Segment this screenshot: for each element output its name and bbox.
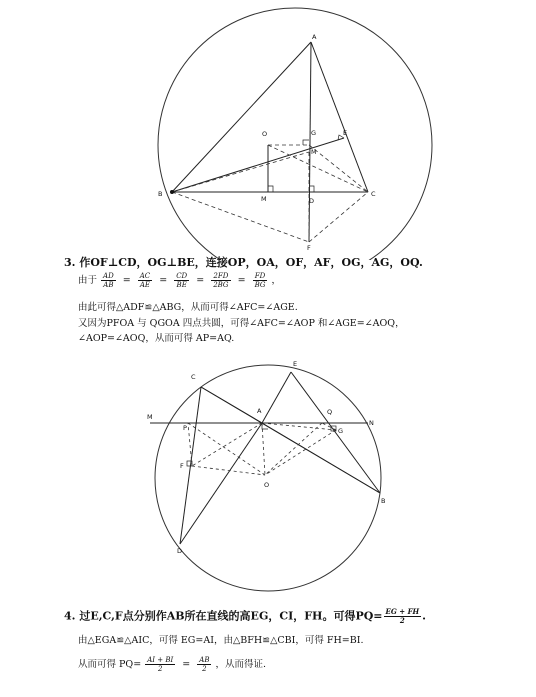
svg-text:C: C xyxy=(371,190,376,198)
svg-text:B: B xyxy=(381,497,386,505)
svg-text:F: F xyxy=(307,244,311,252)
section-3-line-4: 又因为PFOA 与 QGOA 四点共圆，可得∠AFC=∠AOP 和∠AGE=∠AOQ， xyxy=(78,318,405,329)
fraction-fd-bg: $\frac{FD}{BG}$ xyxy=(254,272,266,289)
svg-text:D: D xyxy=(309,197,315,205)
segment-AD xyxy=(180,423,262,544)
fraction-ac-ae: $\frac{AC}{AE}$ xyxy=(139,272,151,289)
section-3-heading: 3. 作OF⊥CD，OG⊥BE，连接OP，OA，OF，AF，OG，AG，OQ. xyxy=(64,256,423,269)
fraction-ai-bi: $\frac{AI + BI}{2}$ xyxy=(147,656,174,673)
svg-text:M: M xyxy=(311,148,317,156)
segment-CA xyxy=(201,387,262,423)
section-4-heading: 4. 过E,C,F点分别作AB所在直线的高EG，CI，FH。可得PQ= $\frac{EG + FH}{2}$ . xyxy=(64,607,426,625)
segment-AE xyxy=(262,372,291,423)
segment-AB xyxy=(262,423,380,493)
svg-text:A: A xyxy=(312,33,317,41)
svg-text:D: D xyxy=(177,547,183,555)
svg-text:Q: Q xyxy=(327,408,333,416)
svg-text:G: G xyxy=(338,427,344,435)
fraction-ab-2: $\frac{AB}{2}$ xyxy=(199,656,210,673)
svg-text:M: M xyxy=(147,413,153,421)
svg-text:G: G xyxy=(311,129,317,137)
section-3-ratio-line: 由于 $\frac{AD}{AB}$ = $\frac{AC}{AE}$ = $\frac{CD}{BE}$ = $\frac{2FD}{2BG}$ = $\frac{FD}{BG}$ ， xyxy=(78,272,281,289)
svg-text:O: O xyxy=(262,130,268,138)
section-4-line-2: 由△EGA≌△AIC，可得 EG=AI，由△BFH≌△CBI，可得 FH=BI. xyxy=(78,635,364,646)
svg-text:A: A xyxy=(257,407,262,415)
section-4-line-3: 从而可得 PQ= $\frac{AI + BI}{2}$ = $\frac{AB}{2}$ ，从而得证. xyxy=(78,656,267,673)
svg-text:P: P xyxy=(183,424,187,432)
svg-text:O: O xyxy=(264,481,270,489)
svg-text:N: N xyxy=(369,419,374,427)
fraction-2fd-2bg: $\frac{2FD}{2BG}$ xyxy=(213,272,229,289)
svg-text:F: F xyxy=(180,462,184,470)
segment-EB xyxy=(291,372,380,493)
fraction-eg-fh: $\frac{EG + FH}{2}$ xyxy=(385,607,420,625)
svg-text:E: E xyxy=(343,129,348,137)
fraction-ad-ab: $\frac{AD}{AB}$ xyxy=(103,272,114,289)
svg-text:C: C xyxy=(191,373,196,381)
fraction-cd-be: $\frac{CD}{BE}$ xyxy=(176,272,188,289)
section-3-line-3: 由此可得△ADF≌△ABG，从而可得∠AFC=∠AGE. xyxy=(78,302,298,313)
svg-text:B: B xyxy=(158,190,163,198)
section-3-line-5: ∠AOP=∠AOQ，从而可得 AP=AQ. xyxy=(78,333,235,344)
svg-text:E: E xyxy=(293,360,298,368)
svg-text:M: M xyxy=(261,195,267,203)
